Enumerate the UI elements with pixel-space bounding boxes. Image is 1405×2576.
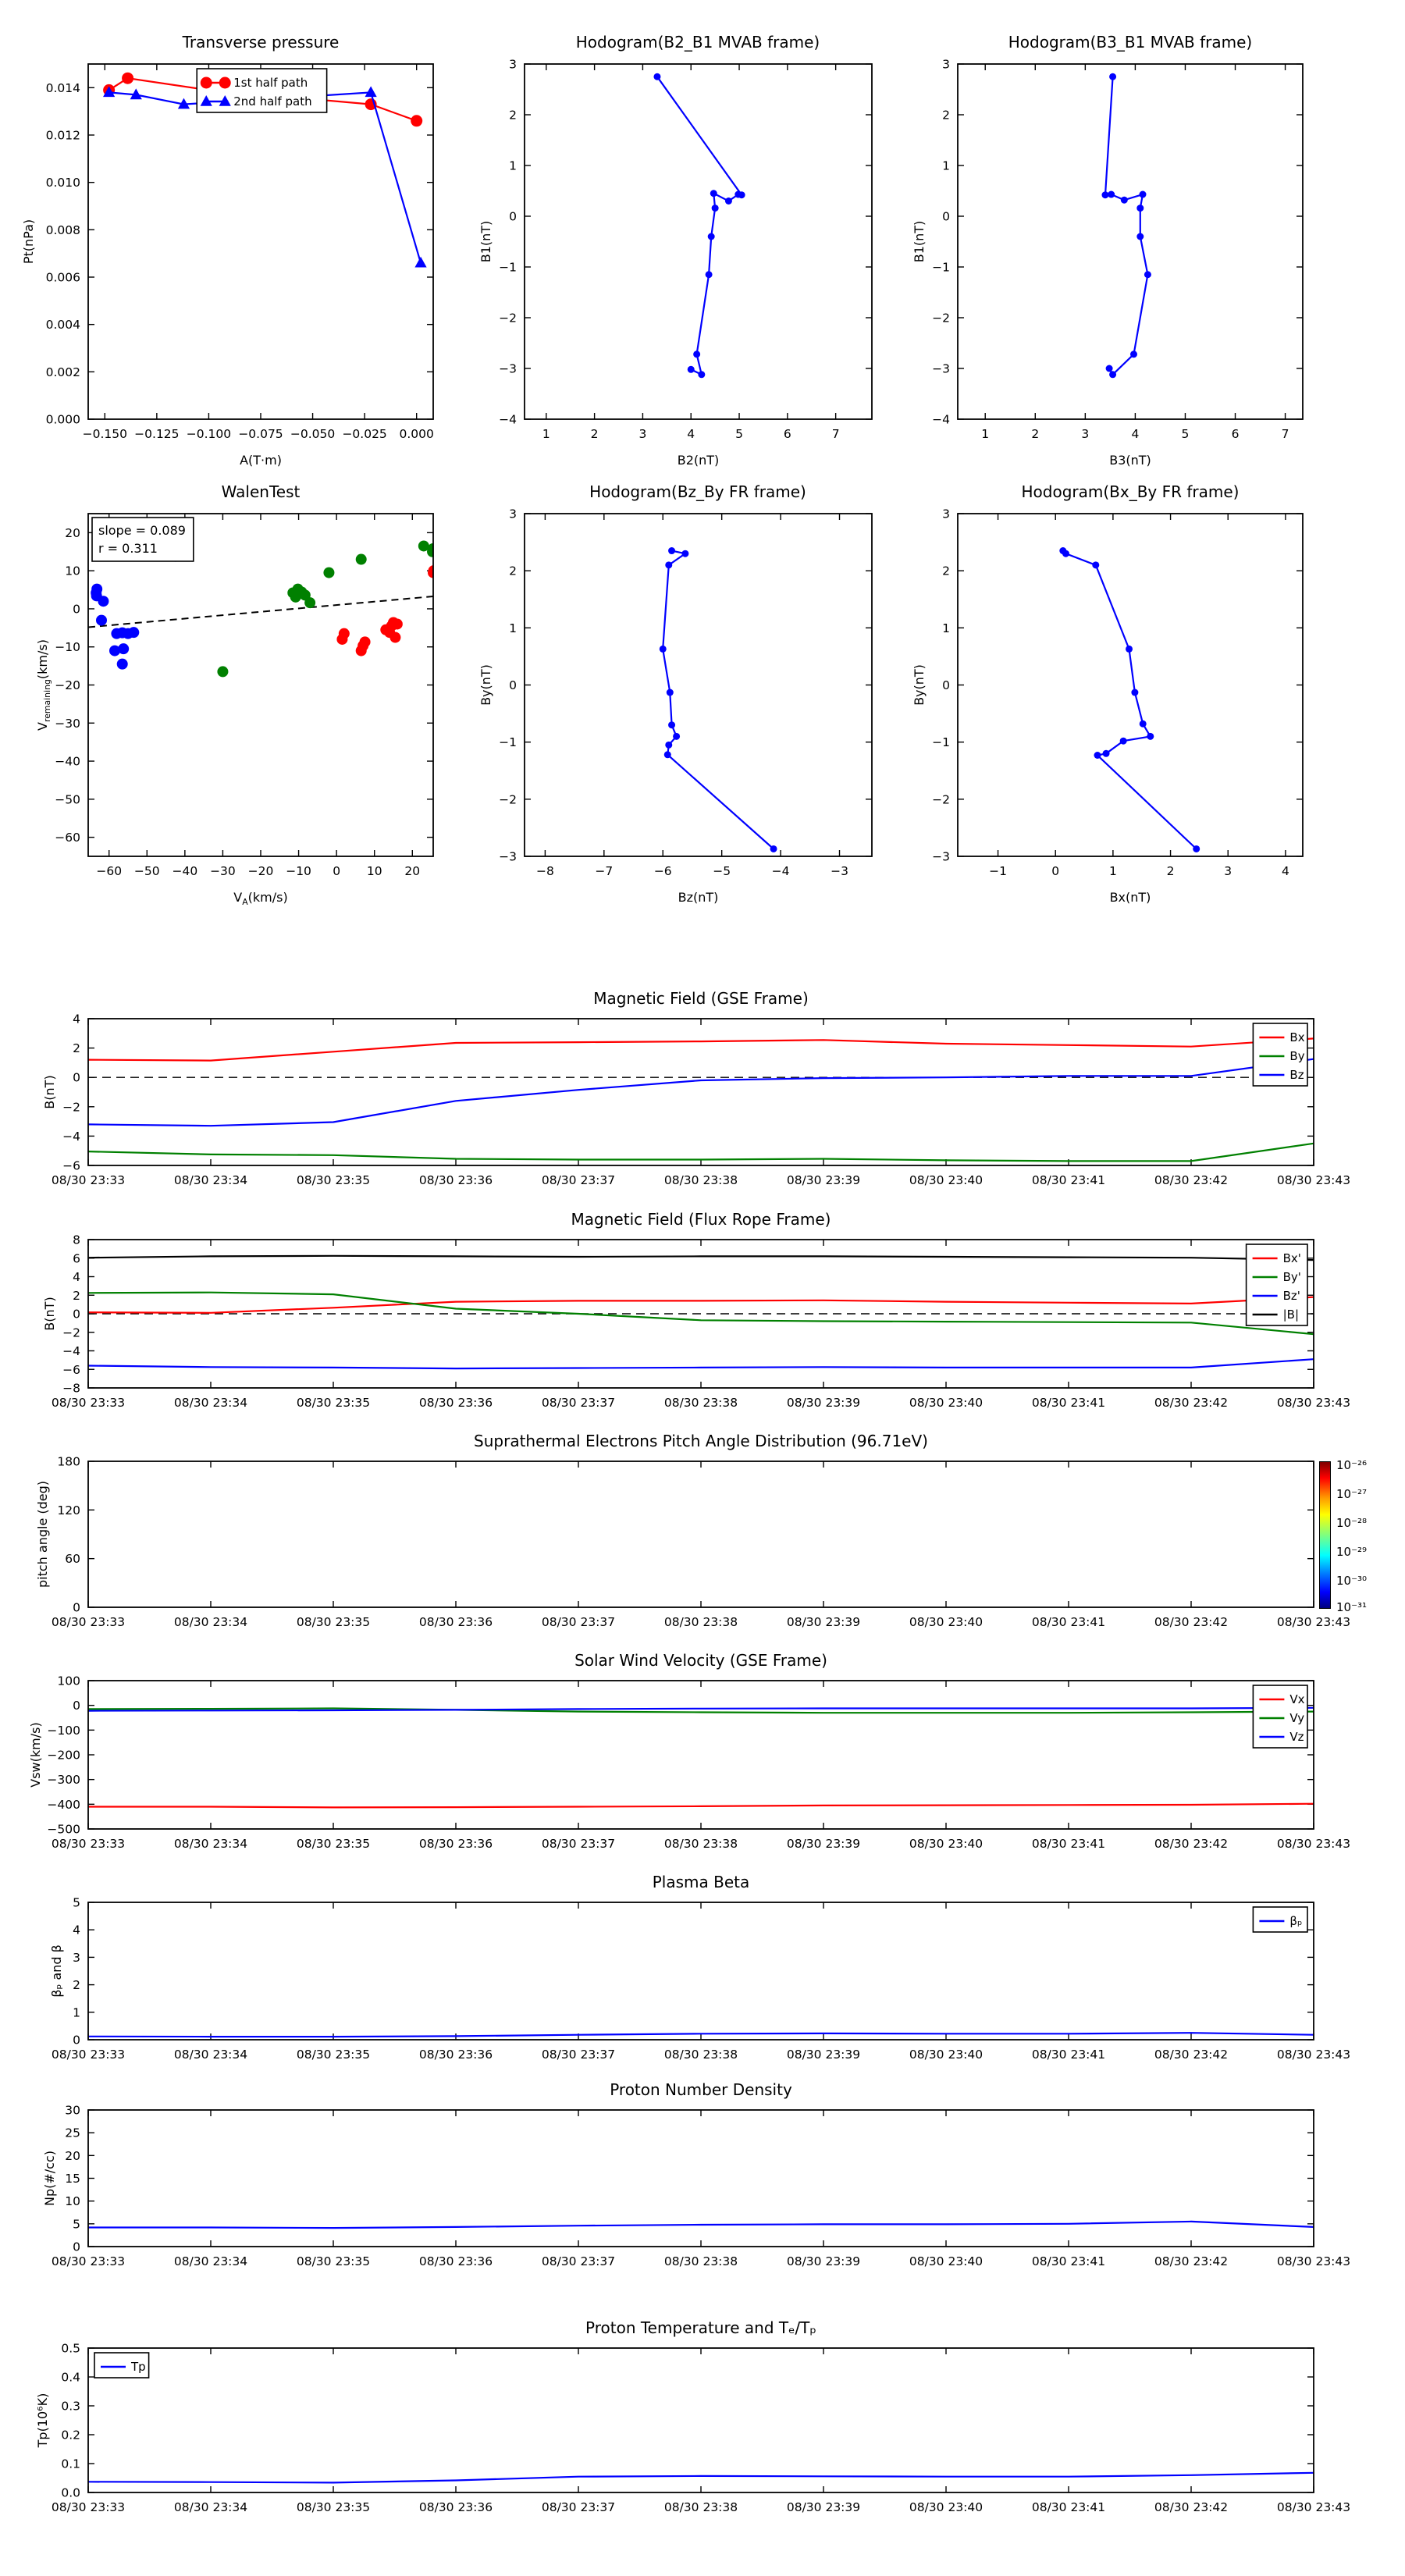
svg-text:−10: −10 [286,864,311,878]
svg-text:08/30 23:36: 08/30 23:36 [418,1615,493,1629]
svg-text:08/30 23:39: 08/30 23:39 [786,1173,861,1187]
svg-text:25: 25 [65,2126,80,2140]
svg-text:By: By [1289,1049,1305,1063]
svg-text:VA(km/s): $V_A(km/s)$ [233,890,288,907]
svg-text:08/30 23:38: 08/30 23:38 [663,2500,738,2514]
chart-title: Hodogram(Bx_By FR frame) [1021,482,1240,501]
svg-text:0: 0 [509,678,517,692]
svg-text:0: 0 [73,1307,80,1322]
chart-title: Proton Temperature and Tₑ/Tₚ [585,2318,816,2337]
walen-test-plot [10,476,464,917]
svg-text:0: 0 [942,678,950,692]
svg-text:−3: −3 [932,361,950,376]
colorbar-tick-label: 10⁻³⁰ [1336,1574,1368,1588]
svg-text:08/30 23:39: 08/30 23:39 [786,1396,861,1410]
svg-text:08/30 23:36: 08/30 23:36 [418,1837,493,1851]
svg-text:30: 30 [65,2103,80,2118]
svg-text:1st half path: 1st half path [233,76,308,90]
svg-text:08/30 23:33: 08/30 23:33 [51,1615,126,1629]
transverse-pressure-plot [10,27,464,480]
svg-text:By(nT): By(nT) [478,664,493,706]
svg-text:08/30 23:39: 08/30 23:39 [786,1837,861,1851]
svg-text:2: 2 [590,427,599,441]
svg-text:08/30 23:43: 08/30 23:43 [1276,2254,1351,2268]
svg-text:1: 1 [73,2005,80,2020]
svg-text:5: 5 [73,2217,80,2232]
svg-text:−0.125: −0.125 [134,427,180,441]
svg-text:08/30 23:40: 08/30 23:40 [909,2254,984,2268]
svg-text:08/30 23:35: 08/30 23:35 [296,2500,371,2514]
svg-text:−0.025: −0.025 [342,427,387,441]
svg-text:3: 3 [1224,864,1232,878]
svg-text:08/30 23:33: 08/30 23:33 [51,2500,126,2514]
svg-text:08/30 23:36: 08/30 23:36 [418,2048,493,2062]
chart-title: Solar Wind Velocity (GSE Frame) [574,1651,827,1670]
svg-text:Tp: Tp [131,2360,146,2374]
svg-text:−60: −60 [55,831,80,845]
svg-text:08/30 23:37: 08/30 23:37 [541,2048,616,2062]
svg-text:|B|: |B| [1282,1308,1300,1322]
proton-temperature-plot [10,2311,1351,2553]
svg-text:4: 4 [73,1012,80,1026]
svg-text:−8: −8 [62,1381,80,1396]
svg-text:15: 15 [65,2172,80,2186]
svg-text:−5: −5 [713,864,731,878]
svg-text:10: 10 [65,564,80,578]
svg-text:08/30 23:33: 08/30 23:33 [51,2048,126,2062]
proton-number-density-plot [10,2073,1351,2307]
svg-text:120: 120 [57,1503,80,1517]
svg-text:08/30 23:42: 08/30 23:42 [1154,1173,1229,1187]
svg-text:08/30 23:33: 08/30 23:33 [51,1173,126,1187]
svg-text:−300: −300 [47,1773,80,1788]
svg-text:08/30 23:34: 08/30 23:34 [173,2048,248,2062]
svg-text:B1(nT): B1(nT) [912,220,927,263]
svg-text:08/30 23:43: 08/30 23:43 [1276,1173,1351,1187]
hodogram-bz-by-plot [446,476,903,917]
svg-text:0.0: 0.0 [61,2485,80,2500]
svg-text:60: 60 [65,1552,80,1567]
svg-text:08/30 23:36: 08/30 23:36 [418,1396,493,1410]
svg-text:Vy: Vy [1289,1711,1305,1725]
svg-text:08/30 23:33: 08/30 23:33 [51,1837,126,1851]
colorbar-tick-label: 10⁻²⁷ [1336,1487,1368,1501]
svg-text:3: 3 [638,427,647,441]
svg-text:Bx: Bx [1289,1030,1305,1044]
svg-text:Bz': Bz' [1282,1289,1300,1303]
svg-text:7: 7 [831,427,840,441]
svg-text:0.5: 0.5 [61,2341,80,2356]
svg-text:08/30 23:37: 08/30 23:37 [541,1837,616,1851]
svg-text:−0.075: −0.075 [238,427,283,441]
svg-text:B2(nT): B2(nT) [677,453,720,468]
svg-text:−4: −4 [499,412,517,427]
colorbar-tick-label: 10⁻²⁸ [1336,1516,1368,1530]
svg-text:−400: −400 [47,1797,80,1812]
svg-text:08/30 23:39: 08/30 23:39 [786,2048,861,2062]
svg-text:0.3: 0.3 [61,2399,80,2414]
magnetic-field-gse-plot [10,981,1351,1226]
svg-text:08/30 23:42: 08/30 23:42 [1154,2254,1229,2268]
svg-text:4: 4 [73,1923,80,1937]
svg-text:08/30 23:41: 08/30 23:41 [1031,2500,1106,2514]
svg-text:0.4: 0.4 [61,2370,80,2385]
svg-text:Vremaining(km/s): $V_{remaining}(km/s)$ [35,639,52,731]
svg-text:2: 2 [73,1288,80,1303]
svg-text:Vx: Vx [1289,1692,1305,1706]
chart-title: Proton Number Density [610,2080,792,2099]
hodogram-bx-by-plot [880,476,1334,917]
svg-text:2nd half path: 2nd half path [233,94,312,109]
svg-text:0.1: 0.1 [61,2457,80,2471]
svg-text:−200: −200 [47,1748,80,1763]
svg-text:Vz: Vz [1289,1730,1304,1744]
svg-text:−3: −3 [499,849,517,864]
svg-text:−50: −50 [55,792,80,807]
svg-text:−2: −2 [62,1325,80,1340]
svg-text:−40: −40 [55,754,80,769]
svg-text:−4: −4 [771,864,790,878]
svg-text:0: 0 [73,2240,80,2254]
colorbar-tick-label: 10⁻³¹ [1336,1600,1368,1614]
svg-text:08/30 23:38: 08/30 23:38 [663,2254,738,2268]
svg-text:−4: −4 [932,412,950,427]
svg-text:0: 0 [73,602,80,617]
svg-text:Tp(10⁶K): Tp(10⁶K) [35,2393,50,2448]
svg-text:3: 3 [73,1950,80,1965]
svg-text:Bz(nT): Bz(nT) [678,890,719,905]
svg-text:08/30 23:39: 08/30 23:39 [786,1615,861,1629]
svg-text:08/30 23:37: 08/30 23:37 [541,2254,616,2268]
svg-text:−4: −4 [62,1344,80,1358]
svg-text:−0.100: −0.100 [186,427,232,441]
svg-text:08/30 23:41: 08/30 23:41 [1031,1837,1106,1851]
chart-title: Magnetic Field (Flux Rope Frame) [571,1210,831,1229]
svg-text:B3(nT): B3(nT) [1109,453,1151,468]
svg-text:−7: −7 [595,864,614,878]
svg-text:0.000: 0.000 [45,412,80,427]
svg-text:08/30 23:37: 08/30 23:37 [541,1396,616,1410]
svg-text:08/30 23:34: 08/30 23:34 [173,1837,248,1851]
svg-text:By(nT): By(nT) [912,664,927,706]
svg-text:0.010: 0.010 [45,176,80,190]
svg-text:3: 3 [942,507,950,521]
svg-text:−2: −2 [499,311,517,326]
svg-text:2: 2 [942,564,950,578]
svg-text:7: 7 [1281,427,1289,441]
svg-text:4: 4 [1131,427,1140,441]
colorbar-jet [1319,1461,1331,1609]
svg-text:0.006: 0.006 [45,270,80,285]
svg-text:1: 1 [1108,864,1117,878]
svg-text:5: 5 [1181,427,1190,441]
svg-text:08/30 23:34: 08/30 23:34 [173,1615,248,1629]
svg-text:0.004: 0.004 [45,318,80,333]
svg-text:10: 10 [366,864,382,878]
svg-text:08/30 23:37: 08/30 23:37 [541,1173,616,1187]
svg-text:B(nT): B(nT) [42,1075,57,1109]
svg-text:2: 2 [73,1978,80,1993]
svg-text:0.008: 0.008 [45,222,80,237]
hodogram-b3-b1-plot [880,27,1334,480]
svg-text:4: 4 [687,427,695,441]
svg-text:1: 1 [942,621,950,635]
svg-text:08/30 23:43: 08/30 23:43 [1276,1615,1351,1629]
svg-text:Vsw(km/s): Vsw(km/s) [28,1722,43,1788]
svg-text:3: 3 [509,57,517,72]
svg-text:−1: −1 [932,735,950,750]
svg-text:−30: −30 [55,716,80,731]
svg-text:5: 5 [735,427,743,441]
svg-text:−3: −3 [932,849,950,864]
svg-text:08/30 23:41: 08/30 23:41 [1031,1615,1106,1629]
hodogram-b2-b1-plot [446,27,903,480]
svg-text:6: 6 [1231,427,1240,441]
svg-text:08/30 23:43: 08/30 23:43 [1276,2500,1351,2514]
svg-text:−1: −1 [499,735,517,750]
svg-text:08/30 23:35: 08/30 23:35 [296,2254,371,2268]
svg-text:−1: −1 [989,864,1007,878]
svg-text:Pt(nPa): Pt(nPa) [21,219,36,265]
svg-text:08/30 23:40: 08/30 23:40 [909,1615,984,1629]
svg-text:0: 0 [73,1070,80,1085]
plasma-beta-plot [10,1865,1351,2101]
svg-text:08/30 23:43: 08/30 23:43 [1276,2048,1351,2062]
svg-text:0.012: 0.012 [45,128,80,143]
svg-text:0: 0 [73,1699,80,1713]
svg-text:08/30 23:33: 08/30 23:33 [51,1396,126,1410]
svg-text:180: 180 [57,1454,80,1469]
svg-text:08/30 23:42: 08/30 23:42 [1154,1615,1229,1629]
svg-text:08/30 23:38: 08/30 23:38 [663,1396,738,1410]
svg-text:08/30 23:42: 08/30 23:42 [1154,2500,1229,2514]
svg-text:B(nT): B(nT) [42,1297,57,1331]
svg-text:−6: −6 [653,864,672,878]
svg-text:0: 0 [509,209,517,224]
svg-text:08/30 23:38: 08/30 23:38 [663,1837,738,1851]
svg-text:20: 20 [65,525,80,540]
svg-text:08/30 23:37: 08/30 23:37 [541,1615,616,1629]
svg-text:−6: −6 [62,1158,80,1173]
svg-text:−500: −500 [47,1822,80,1837]
svg-text:Bz: Bz [1289,1068,1304,1082]
svg-text:08/30 23:33: 08/30 23:33 [51,2254,126,2268]
svg-text:08/30 23:35: 08/30 23:35 [296,2048,371,2062]
svg-text:10: 10 [65,2194,80,2209]
svg-text:−2: −2 [499,792,517,807]
svg-text:2: 2 [942,108,950,123]
svg-text:Bx(nT): Bx(nT) [1109,890,1151,905]
svg-text:1: 1 [542,427,550,441]
svg-text:−8: −8 [535,864,554,878]
svg-text:−60: −60 [96,864,123,878]
solar-wind-velocity-plot [10,1643,1351,1890]
svg-text:−40: −40 [172,864,198,878]
electron-pitch-angle-plot [10,1424,1351,1668]
svg-text:B1(nT): B1(nT) [478,220,493,263]
svg-text:−2: −2 [932,792,950,807]
svg-text:−2: −2 [932,311,950,326]
svg-text:2: 2 [509,108,517,123]
svg-text:−0.050: −0.050 [290,427,336,441]
svg-text:08/30 23:36: 08/30 23:36 [418,2500,493,2514]
svg-text:08/30 23:41: 08/30 23:41 [1031,1173,1106,1187]
svg-text:2: 2 [73,1041,80,1056]
svg-text:08/30 23:35: 08/30 23:35 [296,1615,371,1629]
svg-text:08/30 23:39: 08/30 23:39 [786,2500,861,2514]
svg-text:−0.150: −0.150 [82,427,127,441]
svg-text:08/30 23:40: 08/30 23:40 [909,1173,984,1187]
svg-text:08/30 23:42: 08/30 23:42 [1154,1837,1229,1851]
svg-text:4: 4 [73,1270,80,1284]
colorbar-tick-label: 10⁻²⁹ [1336,1545,1368,1559]
svg-text:08/30 23:39: 08/30 23:39 [786,2254,861,2268]
chart-title: Plasma Beta [652,1873,750,1891]
svg-text:A(T·m): A(T·m) [240,453,282,468]
svg-text:3: 3 [1081,427,1090,441]
svg-text:5: 5 [73,1895,80,1910]
svg-text:−100: −100 [47,1723,80,1738]
svg-text:08/30 23:36: 08/30 23:36 [418,1173,493,1187]
svg-text:08/30 23:38: 08/30 23:38 [663,1615,738,1629]
chart-title: WalenTest [221,482,301,501]
svg-text:−4: −4 [62,1129,80,1144]
svg-text:08/30 23:41: 08/30 23:41 [1031,1396,1106,1410]
svg-text:−3: −3 [499,361,517,376]
svg-text:4: 4 [1281,864,1289,878]
svg-text:0: 0 [73,1600,80,1615]
svg-text:20: 20 [404,864,421,878]
svg-text:−3: −3 [831,864,848,878]
chart-title: Hodogram(B3_B1 MVAB frame) [1008,33,1253,52]
svg-text:1: 1 [509,621,517,635]
svg-text:08/30 23:38: 08/30 23:38 [663,2048,738,2062]
svg-text:08/30 23:34: 08/30 23:34 [173,2500,248,2514]
svg-text:0: 0 [73,2033,80,2048]
svg-text:08/30 23:40: 08/30 23:40 [909,2500,984,2514]
svg-text:βₚ: βₚ [1289,1914,1303,1928]
chart-title: Magnetic Field (GSE Frame) [593,989,809,1008]
svg-text:08/30 23:43: 08/30 23:43 [1276,1396,1351,1410]
svg-text:3: 3 [942,57,950,72]
svg-text:Bx': Bx' [1282,1251,1301,1265]
svg-text:08/30 23:40: 08/30 23:40 [909,1837,984,1851]
svg-text:08/30 23:35: 08/30 23:35 [296,1173,371,1187]
svg-text:βₚ and β: βₚ and β [49,1944,64,1998]
svg-text:08/30 23:35: 08/30 23:35 [296,1396,371,1410]
svg-text:2: 2 [1166,864,1175,878]
svg-text:8: 8 [73,1233,80,1247]
svg-text:08/30 23:42: 08/30 23:42 [1154,1396,1229,1410]
svg-text:08/30 23:40: 08/30 23:40 [909,1396,984,1410]
svg-text:r = 0.311: r = 0.311 [98,541,158,556]
svg-text:0: 0 [333,864,341,878]
svg-text:0: 0 [942,209,950,224]
svg-text:−20: −20 [55,678,80,692]
svg-text:−10: −10 [55,640,80,655]
svg-text:1: 1 [509,158,517,173]
svg-text:0.000: 0.000 [399,427,434,441]
svg-text:2: 2 [509,564,517,578]
svg-text:−1: −1 [499,260,517,275]
svg-text:0.002: 0.002 [45,365,80,379]
chart-title: Transverse pressure [182,33,340,52]
svg-text:08/30 23:37: 08/30 23:37 [541,2500,616,2514]
chart-title: Hodogram(Bz_By FR frame) [589,482,806,501]
svg-text:08/30 23:38: 08/30 23:38 [663,1173,738,1187]
svg-text:08/30 23:35: 08/30 23:35 [296,1837,371,1851]
svg-text:6: 6 [73,1251,80,1266]
svg-text:3: 3 [509,507,517,521]
svg-text:08/30 23:41: 08/30 23:41 [1031,2254,1106,2268]
svg-text:1: 1 [942,158,950,173]
svg-text:08/30 23:40: 08/30 23:40 [909,2048,984,2062]
svg-text:08/30 23:42: 08/30 23:42 [1154,2048,1229,2062]
svg-text:08/30 23:34: 08/30 23:34 [173,2254,248,2268]
svg-text:08/30 23:34: 08/30 23:34 [173,1173,248,1187]
svg-text:08/30 23:34: 08/30 23:34 [173,1396,248,1410]
svg-text:08/30 23:36: 08/30 23:36 [418,2254,493,2268]
svg-text:20: 20 [65,2148,80,2163]
svg-text:Np(#/cc): Np(#/cc) [42,2151,57,2206]
svg-text:slope = 0.089: slope = 0.089 [98,523,186,538]
svg-text:pitch angle (deg): pitch angle (deg) [35,1480,50,1589]
svg-text:100: 100 [57,1674,80,1688]
svg-text:0: 0 [1051,864,1060,878]
svg-text:By': By' [1282,1270,1301,1284]
svg-text:2: 2 [1031,427,1040,441]
svg-text:−1: −1 [932,260,950,275]
svg-text:−30: −30 [210,864,236,878]
svg-text:1: 1 [981,427,990,441]
svg-text:0.014: 0.014 [45,80,80,95]
svg-text:08/30 23:43: 08/30 23:43 [1276,1837,1351,1851]
chart-title: Suprathermal Electrons Pitch Angle Distribution (96.71eV) [474,1432,928,1450]
svg-text:−2: −2 [62,1100,80,1115]
svg-text:−6: −6 [62,1362,80,1377]
svg-text:−20: −20 [247,864,274,878]
svg-text:6: 6 [783,427,791,441]
magnetic-field-fr-plot [10,1202,1351,1449]
svg-text:0.2: 0.2 [61,2428,80,2443]
svg-text:−50: −50 [133,864,160,878]
colorbar-tick-label: 10⁻²⁶ [1336,1458,1368,1472]
chart-title: Hodogram(B2_B1 MVAB frame) [575,33,820,52]
svg-text:08/30 23:41: 08/30 23:41 [1031,2048,1106,2062]
